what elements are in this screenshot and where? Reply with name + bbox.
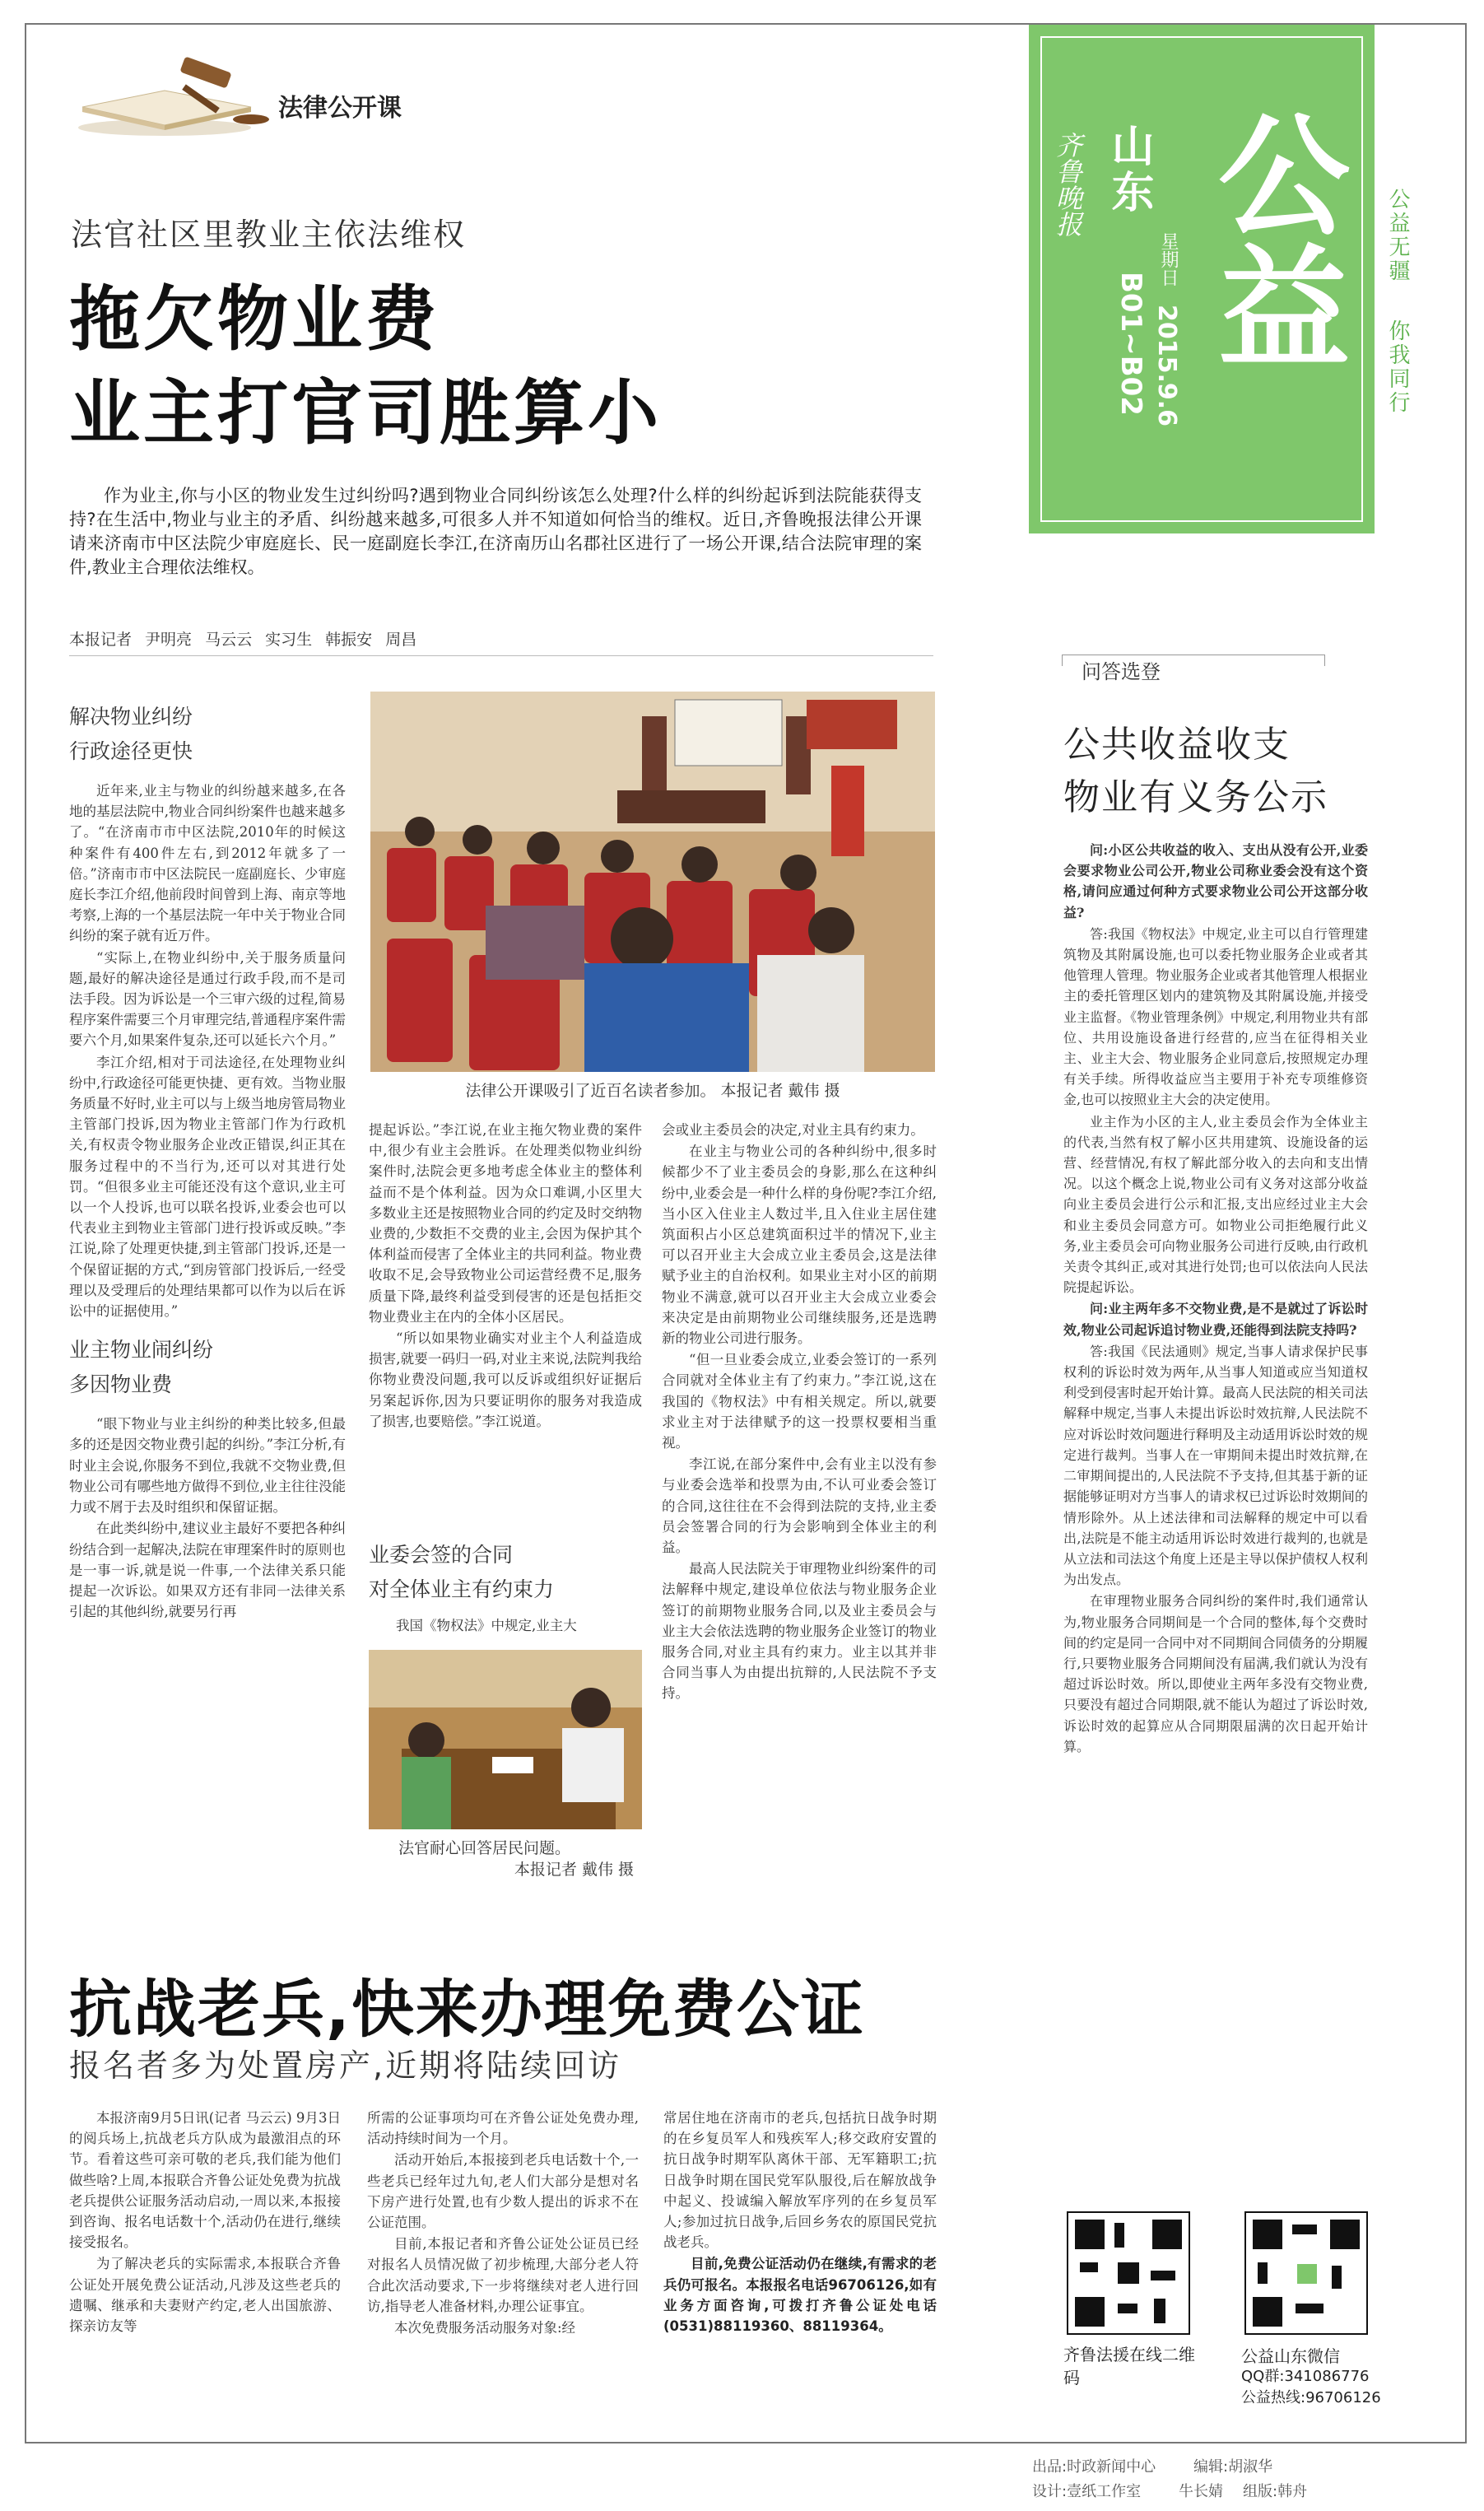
paragraph: 活动开始后,本报接到老兵电话数十个,一些老兵已经年过九旬,老人们大部分是想对名下房产进行处置,也有少数人提出的诉求不在公证范围。 bbox=[367, 2152, 639, 2231]
paragraph: 目前,免费公证活动仍在继续,有需求的老兵仍可报名。本报报名电话96706126,如有业务方面咨询,可拨打齐鲁公证处电话(0531)88119360、88119364。 bbox=[663, 2256, 937, 2335]
paragraph: 最高人民法院关于审理物业纠纷案件的司法解释中规定,建设单位依法与物业服务企业签订的前期物业服务合同,以及业主委员会与业主大会依法选聘的物业服务企业签订的物业服务合同,对业主具有约束力。业主以其并非合同当事人为由提出抗辩的,人民法院不予支持。 bbox=[662, 1561, 937, 1702]
qa-question: 问:小区公共收益的收入、支出从没有公开,业委会要求物业公司公开,物业公司称业委会没有这个资格,请问应通过何种方式要求物业公司公开这部分收益? bbox=[1063, 842, 1368, 920]
date-label: 2015.9.6 bbox=[1152, 305, 1181, 427]
subheading-2b: 多因物业费 bbox=[69, 1372, 173, 1397]
paragraph: 会或业主委员会的决定,对业主具有约束力。 bbox=[662, 1122, 924, 1138]
qa-headline-1: 公共收益收支 bbox=[1063, 724, 1291, 766]
paragraph: 在业主与物业公司的各种纠纷中,很多时候都少不了业主委员会的身影,那么在这种纠纷中,业委会是一种什么样的身份呢?李江介绍,当小区入住业主人数过半,且入住业主居住建筑面积占小区总建筑面积过半的情况下,业主可以召开业主大会成立业主委员会,这是法律赋予业主的自治权利。如果业主对小区的前期物业不满意,就可以召开业主大会成立业委会来决定是由前期物业公司继续服务,还是选聘新的物业公司进行服务。 bbox=[662, 1144, 937, 1347]
qa-question: 问:业主两年多不交物业费,是不是就过了诉讼时效,物业公司起诉追讨物业费,还能得到法院支持吗? bbox=[1063, 1301, 1368, 1338]
paragraph: 近年来,业主与物业的纠纷越来越多,在各地的基层法院中,物业合同纠纷案件也越来越多了。“在济南市市中区法院,2010年的时候这种案件有400件左右,到2012年就多了一倍。”济南市市中区法院民一庭副庭长、少审庭庭长李江介绍,他前段时间曾到上海、南京等地考察,上海的一个基层法院一年中关于物业合同纠纷的案子就有近万件。 bbox=[69, 783, 346, 944]
photo-caption: 本报记者 戴伟 摄 bbox=[514, 1861, 634, 1879]
subheading-1b: 行政途径更快 bbox=[69, 739, 193, 763]
article2-column-2 bbox=[367, 2108, 639, 2437]
weekday-label: 星期日 bbox=[1158, 232, 1179, 287]
footer-editor: 编辑:胡淑华 bbox=[1193, 2458, 1273, 2476]
footer-proof: 组版:韩舟 bbox=[1243, 2483, 1308, 2500]
photo-caption: 法律公开课吸引了近百名读者参加。 本报记者 戴伟 摄 bbox=[465, 1082, 840, 1100]
subheading-1a: 解决物业纠纷 bbox=[69, 705, 193, 729]
qa-answer: 答:我国《物权法》中规定,业主可以自行管理建筑物及其附属设施,也可以委托物业服务企业或者其他管理人管理。物业服务企业或者其他管理人根据业主的委托管理区划内的建筑物及其附属设施,并接受业主监督。《物业管理条例》中规定,利用物业共有部位、共用设施设备进行经营的,应当在征得相关业主、业主大会、物业服务企业同意后,按照规定办理有关手续。所得收益应当主要用于补充专项维修资金,也可以按照业主大会的决定使用。 bbox=[1063, 925, 1368, 1108]
subheading-3a: 业委会签的合同 bbox=[369, 1543, 514, 1567]
subheading-2a: 业主物业闹纠纷 bbox=[69, 1338, 214, 1363]
lecture-photo bbox=[370, 692, 935, 1072]
qq-group: QQ群:341086776 bbox=[1241, 2368, 1370, 2385]
kicker: 法官社区里教业主依法维权 bbox=[71, 217, 467, 253]
paragraph: “眼下物业与业主纠纷的种类比较多,但最多的还是因交物业费引起的纠纷。”李江分析,有时业主会说,你服务不到位,我就不交物业费,但物业公司有哪些地方做得不到位,业主往往没能力或不屑于去及时组织和保留证据。 bbox=[69, 1416, 346, 1516]
footer-designer: 牛长婧 bbox=[1179, 2483, 1223, 2500]
paragraph: 提起诉讼。”李江说,在业主拖欠物业费的案件中,很少有业主会胜诉。在处理类似物业纠纷案件时,法院会更多地考虑全体业主的整体利益而不是个体利益。因为众口难调,小区里大多数业主还是按照物业合同的约定及时交纳物业费的,少数拒不交费的业主,会因为保护其个体利益而侵害了全体业主的共同利益。物业费收取不足,会导致物业公司运营经费不足,服务质量下降,最终利益受到侵害的还是包括拒交物业费业主在内的全体小区居民。 bbox=[369, 1122, 642, 1325]
qa-headline-2: 物业有义务公示 bbox=[1063, 776, 1328, 818]
masthead-box bbox=[1029, 25, 1375, 533]
article2-column-1 bbox=[69, 2108, 341, 2437]
qa-body bbox=[1063, 840, 1368, 2165]
book-gavel-icon bbox=[74, 49, 272, 140]
paper-name: 齐鲁晚报 bbox=[1052, 132, 1083, 237]
paragraph: 本报济南9月5日讯(记者 马云云) 9月3日的阅兵场上,抗战老兵方队成为最激泪点的环节。看着这些可亲可敬的老兵,我们能为他们做些啥?上周,本报联合齐鲁公证处免费为抗战老兵提供公证服务活动启动,一周以来,本报接到咨询、报名电话数十个,活动仍在进行,继续接受报名。 bbox=[69, 2110, 341, 2251]
paragraph: 李江说,在部分案件中,会有业主以没有参与业委会选举和投票为由,不认可业委会签订的合同,这往往在不会得到法院的支持,业主委员会签署合同的行为会影响到全体业主的利益。 bbox=[662, 1456, 937, 1556]
article-column-1 bbox=[69, 700, 346, 1885]
paragraph: 常居住地在济南市的老兵,包括抗日战争时期的在乡复员军人和残疾军人;移交政府安置的抗日战争时期军队离休干部、无军籍职工;抗日战争时期在国民党军队服役,后在解放战争中起义、投诚编入解放军序列的在乡复员军人;参加过抗日战争,后回乡务农的原国民党抗战老兵。 bbox=[663, 2110, 937, 2251]
qa-tag: 问答选登 bbox=[1075, 655, 1167, 684]
article-column-2 bbox=[369, 1120, 642, 1498]
paragraph: 所需的公证事项均可在齐鲁公证处免费办理,活动持续时间为一个月。 bbox=[367, 2110, 639, 2147]
article2-headline: 抗战老兵,快来办理免费公证 bbox=[69, 1973, 865, 2046]
slogan-2: 你我同行 bbox=[1385, 319, 1410, 415]
paragraph: “实际上,在物业纠纷中,关于服务质量问题,最好的解决途径是通过行政手段,而不是司法手段。因为诉讼是一个三审六级的过程,简易程序案件需要三个月审理完结,普通程序案件需要六个月,如果案件复杂,还可以延长六个月。” bbox=[69, 949, 346, 1049]
paragraph: 李江介绍,相对于司法途径,在处理物业纠纷中,行政途径可能更快捷、更有效。当物业服务质量不好时,业主可以与上级当地房管局物业主管部门投诉,因为物业主管部门作为行政机关,有权责令物业服务企业改正错误,纠正其在服务过程中的不当行为,还可以对其进行处罚。“但很多业主可能还没有这个意识,业主可以一个人投诉,也可以联名投诉,业委会也可以代表业主到物业主管部门进行投诉或反映。”李江说,除了处理更快捷,到主管部门投诉,还是一个保留证据的方式,“到房管部门投诉后,一经受理以及受理后的处理结果都可以作为以后在诉讼中的证据使用。” bbox=[69, 1054, 346, 1320]
subheading-3b: 对全体业主有约束力 bbox=[369, 1577, 555, 1601]
qr-code-right[interactable] bbox=[1244, 2211, 1368, 2335]
paragraph: “但一旦业委会成立,业委会签订的一系列合同就对全体业主有了约束力。”李江说,这在我国的《物权法》中有相关规定。所以,就要求业主对于法律赋予的这一投票权要相当重视。 bbox=[662, 1352, 937, 1451]
qa-answer: 业主作为小区的主人,业主委员会作为全体业主的代表,当然有权了解小区共用建筑、设施设备的运营、经营情况,有权了解此部分收入的去向和支出情况。以这个概念上说,物业公司有义务对这部分收益向业主委员会进行公示和汇报,支出应经过业主大会和业主委员会同意方可。如物业公司拒绝履行此义务,业主委员会可向物业服务公司进行反映,由行政机关责令其纠正,或对其进行处罚;也可以依法向人民法院提起诉讼。 bbox=[1063, 1113, 1368, 1296]
article2-column-3 bbox=[663, 2108, 937, 2437]
subheading-3 bbox=[369, 1538, 640, 1607]
paragraph: 为了解决老兵的实际需求,本报联合齐鲁公证处开展免费公证活动,凡涉及这些老兵的遗嘱、继承和夫妻财产约定,老人出国旅游、探亲访友等 bbox=[69, 2256, 341, 2335]
footer-design: 设计:壹纸工作室 bbox=[1032, 2483, 1142, 2500]
paragraph: 目前,本报记者和齐鲁公证处公证员已经对报名人员情况做了初步梳理,大部分老人符合此次活动要求,下一步将继续对老人进行回访,指导老人准备材料,办理公证事宜。 bbox=[367, 2236, 639, 2314]
section-tag: 法律公开课 bbox=[278, 94, 402, 123]
lead-paragraph: 作为业主,你与小区的物业发生过纠纷吗?遇到物业合同纠纷该怎么处理?什么样的纠纷起诉到法院能获得支持?在生活中,物业与业主的矛盾、纠纷越来越多,可很多人并不知道如何恰当的维权。近日,齐鲁晚报法律公开课请来济南市中区法院少审庭庭长、民一庭副庭长李江,在济南历山名郡社区进行了一场公开课,结合法院审理的案件,教业主合理依法维权。 bbox=[69, 486, 922, 577]
byline: 本报记者 尹明亮 马云云 实习生 韩振安 周昌 bbox=[69, 631, 417, 649]
paragraph: 在此类纠纷中,建议业主最好不要把各种纠纷结合到一起解决,法院在审理案件时的原则也是一事一诉,就是说一件事,一个法律关系只能提起一次诉讼。如果双方还有非同一法律关系引起的其他纠纷,就要另行再 bbox=[69, 1521, 346, 1620]
qr-code-left[interactable] bbox=[1067, 2211, 1190, 2335]
byline-rule bbox=[69, 655, 933, 656]
judge-photo bbox=[369, 1650, 642, 1829]
qr-left-label: 齐鲁法援在线二维码 bbox=[1063, 2345, 1195, 2388]
headline-line-2: 业主打官司胜算小 bbox=[69, 372, 662, 454]
article2-subhead: 报名者多为处置房产,近期将陆续回访 bbox=[69, 2047, 622, 2084]
masthead-title: 公益 bbox=[1196, 107, 1350, 370]
headline-line-1: 拖欠物业费 bbox=[69, 278, 440, 361]
paragraph: “所以如果物业确实对业主个人利益造成损害,就要一码归一码,对业主来说,法院判我给你物业费没问题,我可以反诉或组织好证据后另案起诉你,因为只要证明你的服务对我造成了损害,也要赔偿。”李江说道。 bbox=[369, 1330, 642, 1429]
footer-publisher: 出品:时政新闻中心 bbox=[1032, 2458, 1156, 2476]
pages-label: B01~B02 bbox=[1114, 272, 1147, 416]
paragraph: 我国《物权法》中规定,业主大 bbox=[396, 1618, 577, 1633]
region-label: 山东 bbox=[1104, 123, 1153, 216]
qr-right-label: 公益山东微信 bbox=[1241, 2346, 1340, 2366]
slogan-1: 公益无疆 bbox=[1385, 188, 1410, 283]
qa-answer: 在审理物业服务合同纠纷的案件时,我们通常认为,物业服务合同期间是一个合同的整体,每个交费时间的约定是同一合同中对不同期间合同债务的分期履行,只要物业服务合同期间没有届满,我们就认为没有超过诉讼时效。所以,即使业主两年多没有交物业费,只要没有超过合同期限,就不能认为超过了诉讼时效,诉讼时效的起算应从合同期限届满的次日起开始计算。 bbox=[1063, 1593, 1368, 1754]
article-column-3 bbox=[662, 1120, 937, 1894]
hotline: 公益热线:96706126 bbox=[1241, 2389, 1381, 2406]
qa-answer: 答:我国《民法通则》规定,当事人请求保护民事权利的诉讼时效为两年,从当事人知道或应当知道权利受到侵害时起开始计算。最高人民法院的相关司法解释中规定,当事人未提出诉讼时效抗辩,人民法院不应对诉讼时效问题进行释明及主动适用诉讼时效的规定进行裁判。当事人在一审期间未提出时效抗辩,在二审期间提出的,人民法院不予支持,但其基于新的证据能够证明对方当事人的请求权已过诉讼时效期间的情形除外。从上述法律和司法解释的规定中可以看出,法院是不能主动适用诉讼时效进行裁判的,也就是从立法和司法这个角度上还是主导以保护债权人权利为出发点。 bbox=[1063, 1343, 1368, 1588]
paragraph: 本次免费服务活动服务对象:经 bbox=[394, 2320, 576, 2336]
photo-caption: 法官耐心回答居民问题。 bbox=[398, 1839, 571, 1857]
